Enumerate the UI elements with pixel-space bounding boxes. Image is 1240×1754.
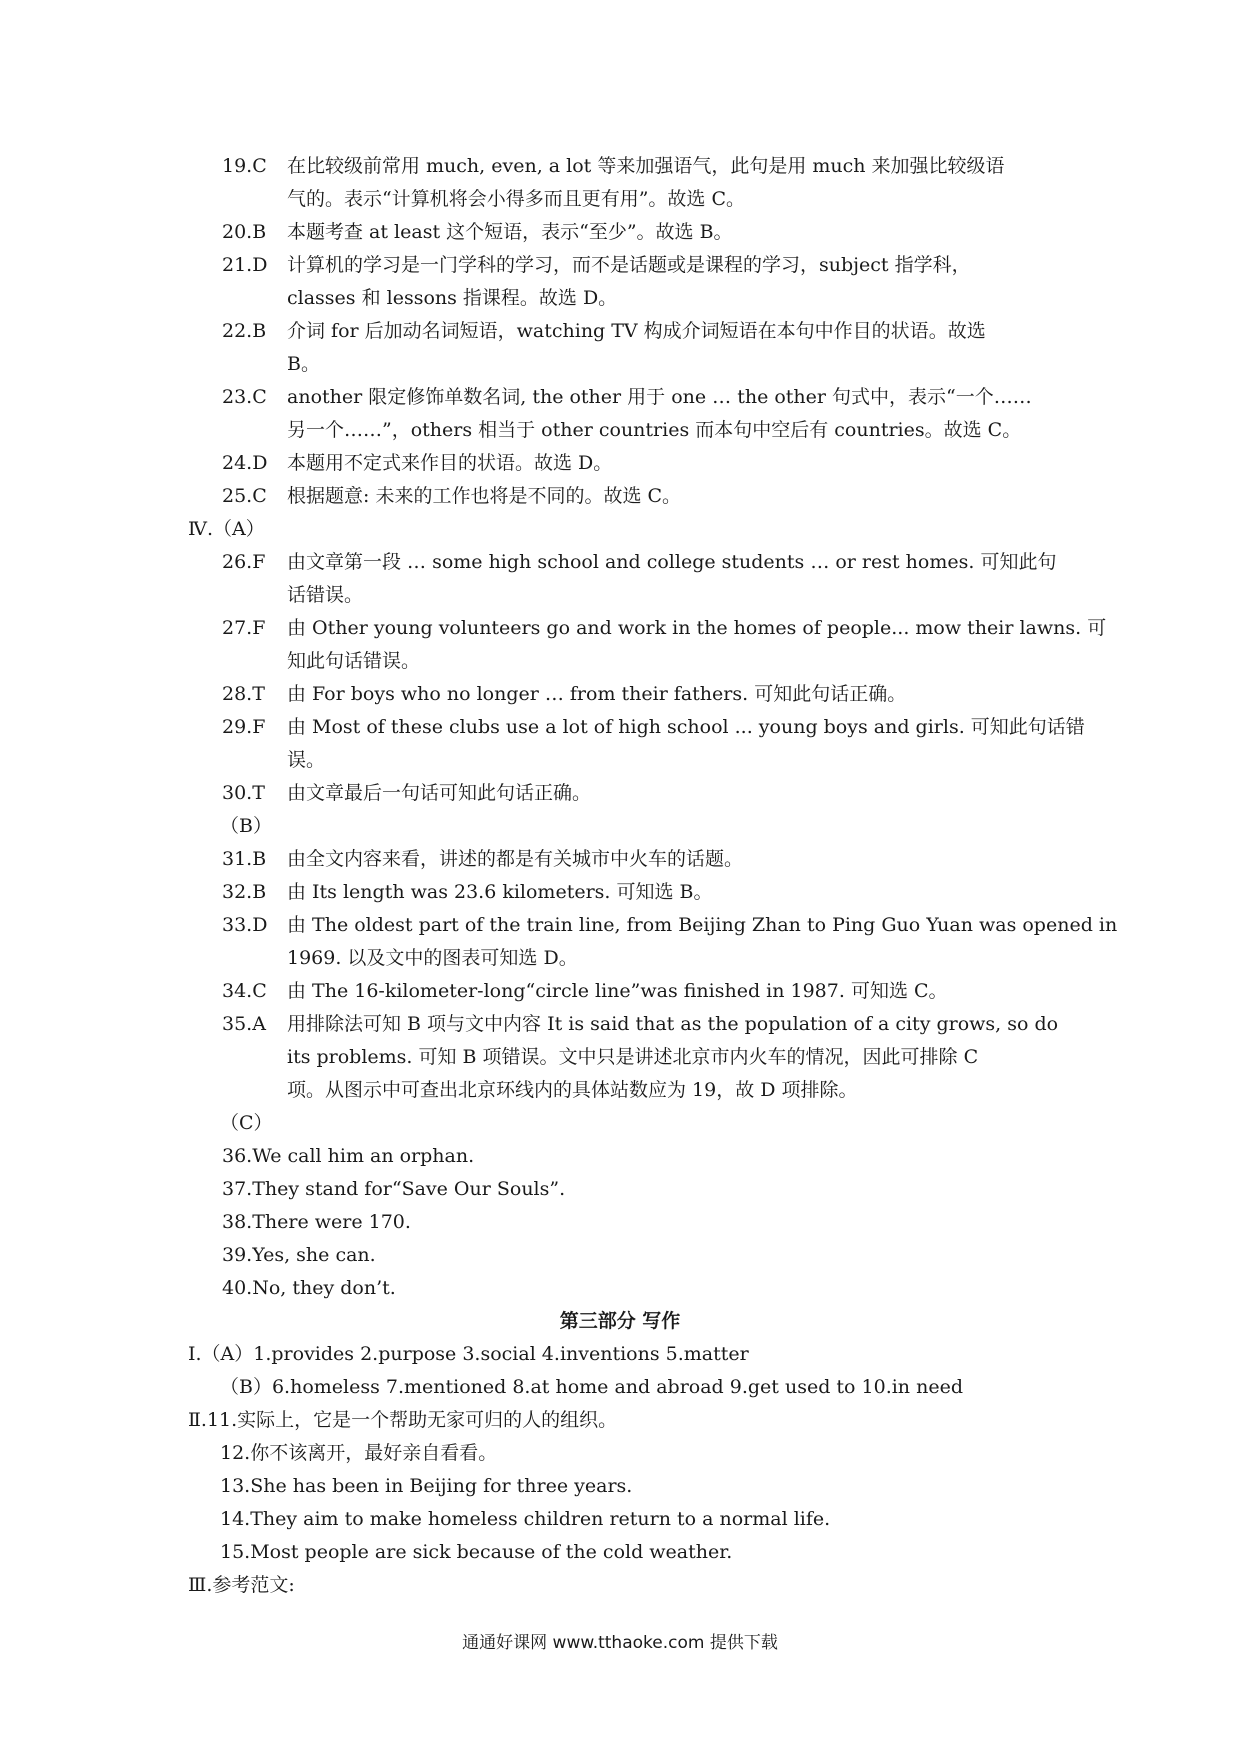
answer-30-number: 30.T bbox=[222, 782, 265, 804]
writing-1a: Ⅰ.（A）1.provides 2.purpose 3.social 4.inventions 5.matter bbox=[188, 1343, 749, 1365]
writing-2-item-13: 13.She has been in Beijing for three years. bbox=[220, 1475, 633, 1497]
answer-34-line-1: 由 The 16-kilometer-long“circle line”was finished in 1987. 可知选 C。 bbox=[287, 980, 948, 1002]
answer-33-number: 33.D bbox=[222, 914, 268, 936]
answer-21-line-2: classes 和 lessons 指课程。故选 D。 bbox=[287, 287, 618, 309]
section-4-header: Ⅳ.（A） bbox=[188, 518, 265, 540]
answer-35-line-2: its problems. 可知 B 项错误。文中只是讲述北京市内火车的情况，因此可排除 C bbox=[287, 1046, 979, 1068]
answer-25-line-1: 根据题意: 未来的工作也将是不同的。故选 C。 bbox=[287, 485, 682, 507]
answer-19-line-1: 在比较级前常用 much, even, a lot 等来加强语气，此句是用 much 来加强比较级语 bbox=[287, 155, 1005, 177]
answer-19-line-2: 气的。表示“计算机将会小得多而且更有用”。故选 C。 bbox=[287, 188, 746, 210]
answer-31-line-1: 由全文内容来看，讲述的都是有关城市中火车的话题。 bbox=[287, 848, 744, 870]
answer-29-number: 29.F bbox=[222, 716, 266, 738]
writing-3-header: Ⅲ.参考范文: bbox=[188, 1574, 295, 1596]
answer-19-number: 19.C bbox=[222, 155, 267, 177]
answer-30-line-1: 由文章最后一句话可知此句话正确。 bbox=[287, 782, 592, 804]
section-4-sub-c: （C） bbox=[220, 1112, 273, 1134]
writing-2-item-15: 15.Most people are sick because of the cold weather. bbox=[220, 1541, 733, 1563]
answer-33-line-2: 1969. 以及文中的图表可知选 D。 bbox=[287, 947, 578, 969]
answer-35-line-3: 项。从图示中可查出北京环线内的具体站数应为 19，故 D 项排除。 bbox=[287, 1079, 858, 1101]
answer-24-line-1: 本题用不定式来作目的状语。故选 D。 bbox=[287, 452, 613, 474]
answer-38: 38.There were 170. bbox=[222, 1211, 411, 1233]
answer-22-number: 22.B bbox=[222, 320, 267, 342]
answer-29-line-1: 由 Most of these clubs use a lot of high school ... young boys and girls. 可知此句话错 bbox=[287, 716, 1085, 738]
page-footer: 通通好课网 www.tthaoke.com 提供下载 bbox=[462, 1633, 778, 1653]
answer-35-number: 35.A bbox=[222, 1013, 266, 1035]
answer-39: 39.Yes, she can. bbox=[222, 1244, 376, 1266]
answer-33-line-1: 由 The oldest part of the train line, from Beijing Zhan to Ping Guo Yuan was opened in bbox=[287, 914, 1118, 936]
answer-26-number: 26.F bbox=[222, 551, 266, 573]
answer-24-number: 24.D bbox=[222, 452, 268, 474]
answer-28-line-1: 由 For boys who no longer … from their fathers. 可知此句话正确。 bbox=[287, 683, 907, 705]
answer-27-line-2: 知此句话错误。 bbox=[287, 650, 421, 672]
part-3-title: 第三部分 写作 bbox=[559, 1310, 681, 1332]
writing-2-item-14: 14.They aim to make homeless children return to a normal life. bbox=[220, 1508, 831, 1530]
answer-40: 40.No, they don’t. bbox=[222, 1277, 396, 1299]
answer-23-line-2: 另一个……”，others 相当于 other countries 而本句中空后有 countries。故选 C。 bbox=[287, 419, 1022, 441]
answer-37: 37.They stand for“Save Our Souls”. bbox=[222, 1178, 566, 1200]
writing-1b: （B）6.homeless 7.mentioned 8.at home and abroad 9.get used to 10.in need bbox=[220, 1376, 963, 1398]
answer-36: 36.We call him an orphan. bbox=[222, 1145, 475, 1167]
answer-34-number: 34.C bbox=[222, 980, 267, 1002]
answer-26-line-1: 由文章第一段 … some high school and college students … or rest homes. 可知此句 bbox=[287, 551, 1057, 573]
answer-27-line-1: 由 Other young volunteers go and work in the homes of people... mow their lawns. 可 bbox=[287, 617, 1107, 639]
answer-20-number: 20.B bbox=[222, 221, 267, 243]
answer-23-number: 23.C bbox=[222, 386, 267, 408]
answer-21-number: 21.D bbox=[222, 254, 268, 276]
answer-31-number: 31.B bbox=[222, 848, 267, 870]
answer-25-number: 25.C bbox=[222, 485, 267, 507]
answer-26-line-2: 话错误。 bbox=[287, 584, 364, 606]
answer-22-line-2: B。 bbox=[287, 353, 320, 375]
answer-35-line-1: 用排除法可知 B 项与文中内容 It is said that as the population of a city grows, so do bbox=[287, 1013, 1059, 1035]
answer-23-line-1: another 限定修饰单数名词, the other 用于 one … the other 句式中，表示“一个…… bbox=[287, 386, 1032, 408]
answer-21-line-1: 计算机的学习是一门学科的学习，而不是话题或是课程的学习，subject 指学科， bbox=[287, 254, 971, 276]
writing-2-item-12: 12.你不该离开，最好亲自看看。 bbox=[220, 1442, 498, 1464]
answer-20-line-1: 本题考查 at least 这个短语，表示“至少”。故选 B。 bbox=[287, 221, 733, 243]
answer-27-number: 27.F bbox=[222, 617, 266, 639]
writing-2-item-11: Ⅱ.11.实际上，它是一个帮助无家可归的人的组织。 bbox=[188, 1409, 618, 1431]
answer-29-line-2: 误。 bbox=[287, 749, 326, 771]
answer-28-number: 28.T bbox=[222, 683, 265, 705]
section-4-sub-b: （B） bbox=[220, 815, 272, 837]
answer-32-number: 32.B bbox=[222, 881, 267, 903]
answer-32-line-1: 由 Its length was 23.6 kilometers. 可知选 B。 bbox=[287, 881, 713, 903]
answer-22-line-1: 介词 for 后加动名词短语，watching TV 构成介词短语在本句中作目的状语。故选 bbox=[287, 320, 986, 342]
